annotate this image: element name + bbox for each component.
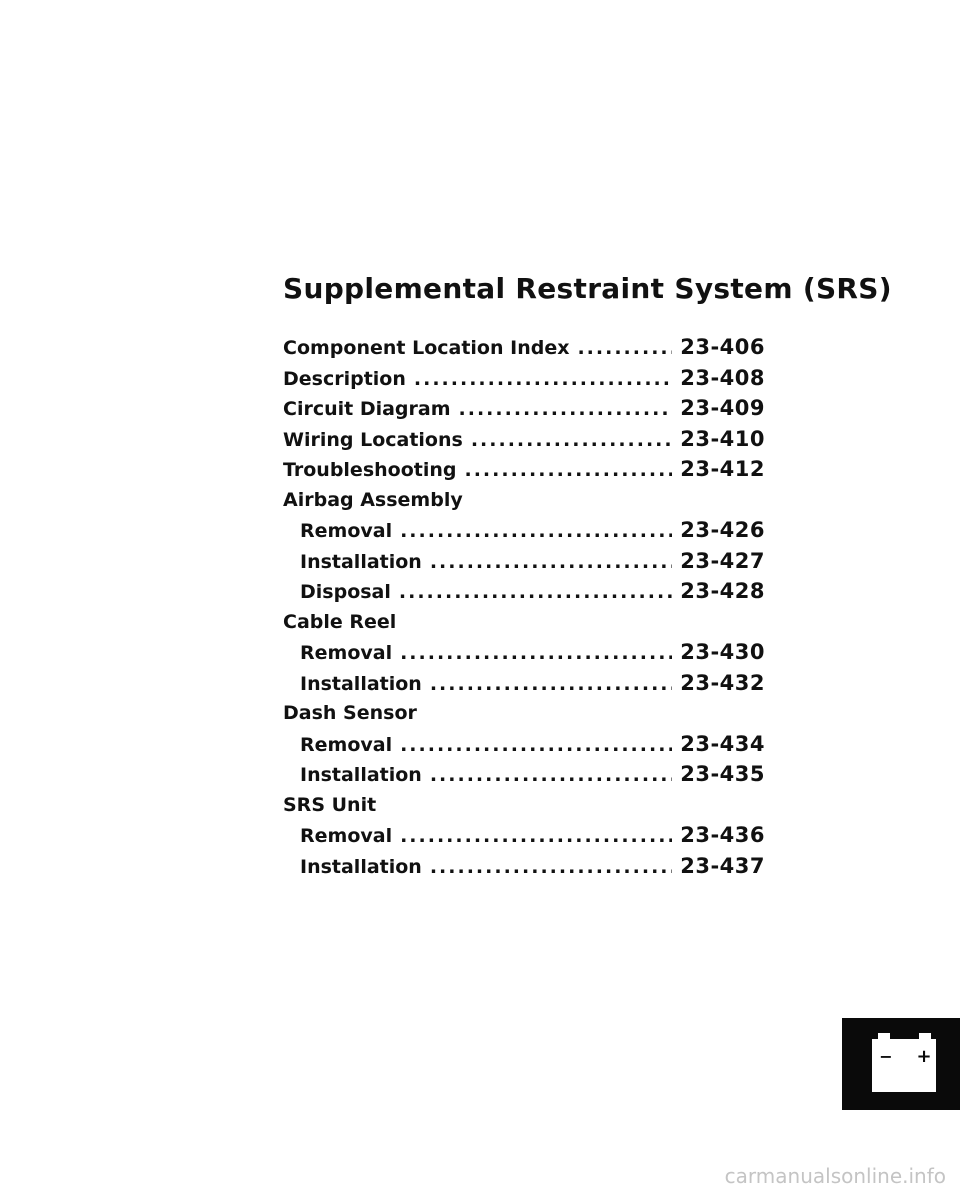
toc-entry: [283, 515, 765, 546]
toc-page-number: 23-427: [680, 548, 765, 573]
dot-leader: [577, 333, 672, 364]
toc-entry: [283, 851, 765, 882]
toc-entry: [283, 393, 765, 424]
toc-entry: [283, 729, 765, 760]
toc-page-number: 23-436: [680, 823, 765, 847]
toc-label: Description: [283, 367, 406, 390]
toc-page-number: 23-412: [680, 457, 765, 481]
toc-label: Disposal: [300, 581, 391, 603]
battery-icon: [842, 1018, 960, 1110]
dot-leader: [400, 821, 672, 852]
toc-label: Removal: [300, 733, 393, 756]
toc-entry: [283, 546, 765, 577]
toc-label: Installation: [300, 764, 422, 786]
toc-entry: [283, 363, 765, 394]
toc-label: Removal: [300, 825, 393, 847]
dot-leader: [400, 638, 672, 669]
toc-page-number: 23-406: [680, 335, 765, 359]
toc-page-number: 23-408: [680, 365, 765, 390]
dot-leader: [471, 425, 672, 456]
toc-label: SRS Unit: [283, 793, 377, 816]
toc-entry: [283, 576, 765, 607]
toc-entry: [283, 668, 765, 699]
toc-page-number: 23-432: [680, 670, 765, 695]
dot-leader: [430, 669, 672, 700]
dot-leader: [400, 730, 672, 761]
plus-sign: +: [916, 1046, 932, 1067]
dot-leader: [399, 577, 672, 608]
dot-leader: [465, 455, 673, 486]
toc-page-number: 23-434: [680, 731, 765, 756]
toc-entry: [283, 454, 765, 485]
toc-label: Troubleshooting: [283, 459, 457, 481]
toc-page-number: 23-410: [680, 426, 765, 451]
toc-label: Cable Reel: [283, 610, 397, 633]
toc-group-heading: [283, 607, 765, 638]
dot-leader: [430, 852, 672, 883]
toc-entry: [283, 332, 765, 363]
toc-entry: [283, 820, 765, 851]
toc-label: Airbag Assembly: [283, 488, 463, 511]
toc-group-heading: [283, 485, 765, 516]
toc-page-number: 23-435: [680, 762, 765, 786]
toc-page-number: 23-428: [680, 579, 765, 603]
toc-label: Wiring Locations: [283, 428, 463, 451]
dot-leader: [400, 516, 672, 547]
dot-leader: [459, 394, 673, 425]
table-of-contents: [283, 332, 765, 881]
toc-label: Circuit Diagram: [283, 398, 451, 420]
toc-label: Installation: [300, 550, 422, 573]
toc-entry: [283, 759, 765, 790]
toc-page-number: 23-426: [680, 518, 765, 542]
toc-label: Removal: [300, 520, 393, 542]
toc-label: Removal: [300, 642, 393, 664]
toc-page-number: 23-430: [680, 640, 765, 664]
dot-leader: [414, 364, 672, 395]
toc-page-number: 23-437: [680, 853, 765, 878]
toc-page-number: 23-409: [680, 396, 765, 420]
toc-group-heading: [283, 698, 765, 729]
toc-label: Dash Sensor: [283, 702, 417, 724]
battery-section-tab: [842, 1018, 960, 1110]
dot-leader: [430, 547, 672, 578]
toc-entry: [283, 637, 765, 668]
toc-label: Installation: [300, 672, 422, 695]
toc-label: Installation: [300, 855, 422, 878]
toc-label: Component Location Index: [283, 337, 570, 359]
minus-sign: −: [879, 1047, 893, 1066]
footer-watermark: carmanualsonline.info: [724, 1164, 946, 1188]
toc-group-heading: [283, 790, 765, 821]
toc-entry: [283, 424, 765, 455]
dot-leader: [430, 760, 672, 791]
page-title: Supplemental Restraint System (SRS): [283, 272, 892, 305]
